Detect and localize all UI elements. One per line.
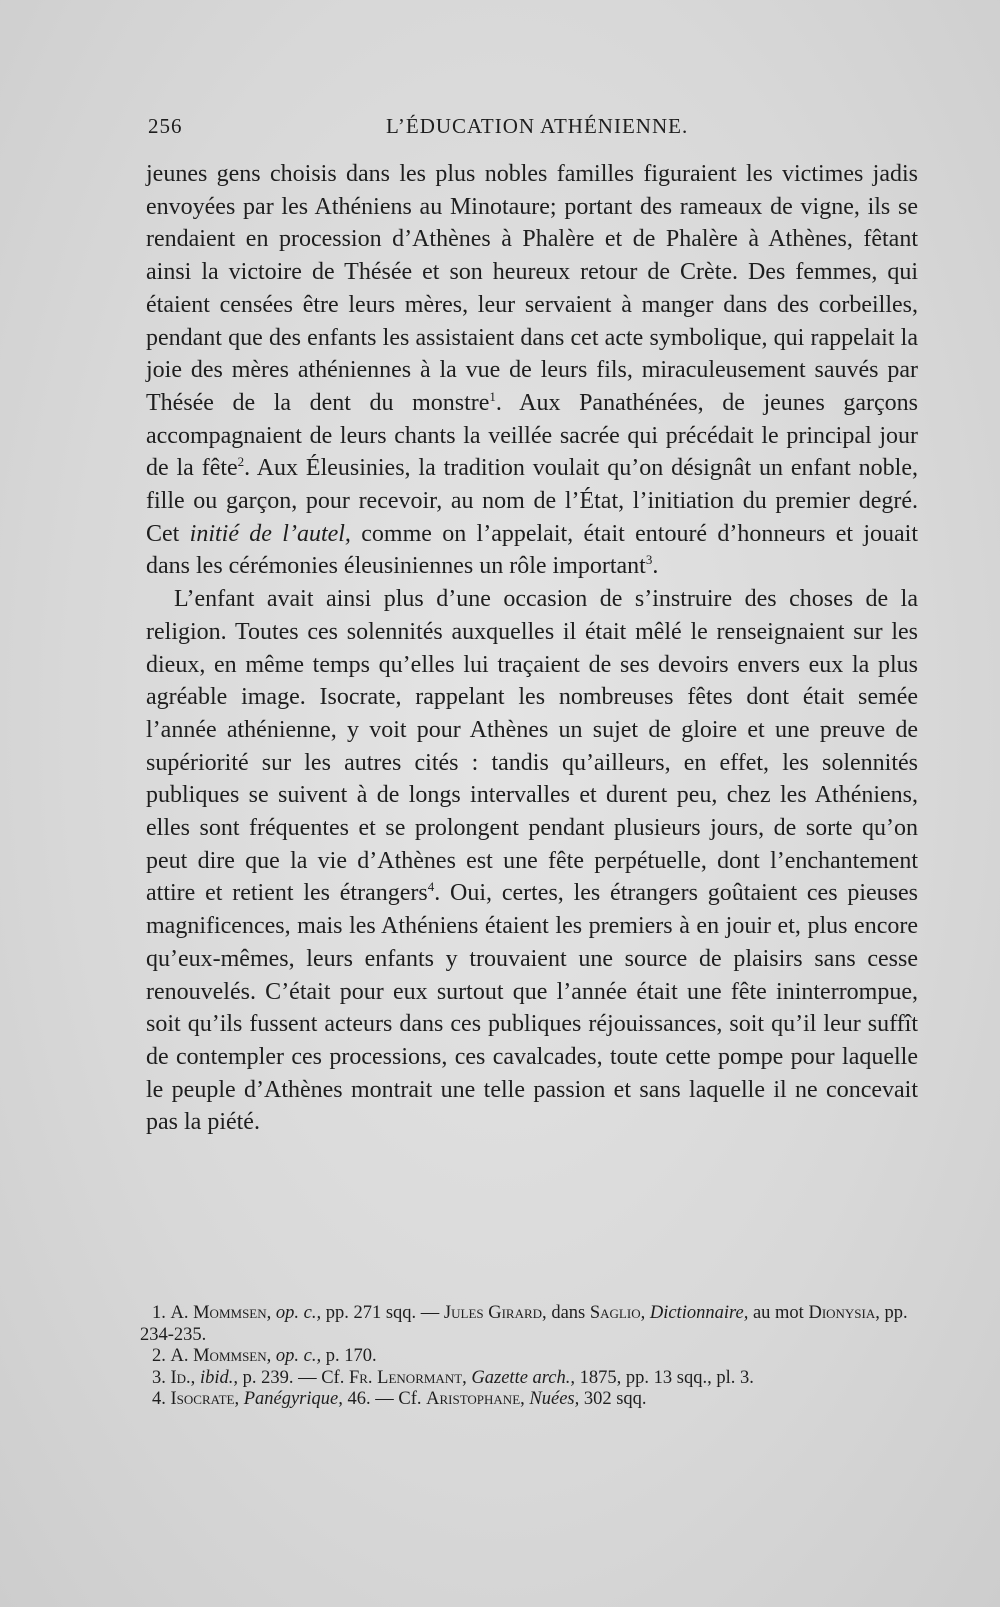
footnote-1-author-3: Saglio,: [589, 1303, 646, 1323]
footnote-1-word: Dionysia,: [808, 1303, 880, 1323]
paragraph-1: [146, 158, 918, 583]
italic-phrase: initié de l’autel,: [189, 520, 351, 547]
footnote-4-author-1: Isocrate,: [170, 1389, 240, 1409]
footnote-4-number: 4.: [152, 1389, 166, 1409]
paragraph-1-text-e: .: [652, 553, 659, 580]
footnote-3-author-1: Id.,: [170, 1367, 196, 1388]
footnote-3: [140, 1368, 920, 1390]
footnote-2-number: 2.: [152, 1346, 166, 1366]
footnote-2-ref-1: op. c.,: [275, 1346, 322, 1366]
paragraph-2: [146, 583, 918, 1139]
footnote-1: [140, 1303, 920, 1346]
paragraph-2-text-b: . Oui, certes, les étrangers goûtaient ces pieuses magnificences, mais les Athéniens étaient les premiers à en jouir et, plus encore qu’eux-mêmes, leurs enfants y trouvaient une source de plaisirs sans cesse renouvelés. C’était pour eux surtout que l’année était une fête ininterrompue, soit qu’ils fussent acteurs dans ces publiques réjouissances, soit qu’il leur suffît de contempler ces processions, ces cavalcades, toute cette pompe pour laquelle le peuple d’Athènes montrait une telle passion et sans laquelle il ne concevait pas la piété.: [146, 880, 919, 1136]
page-number: 256: [148, 114, 183, 138]
footnote-4: [140, 1389, 920, 1411]
footnote-ref-1: 1: [489, 388, 496, 404]
footnote-1-ref-1: op. c.,: [275, 1303, 322, 1323]
footnote-3-ref-1: ibid.,: [199, 1367, 238, 1388]
footnote-3-author-2: Fr. Lenormant,: [348, 1367, 467, 1388]
footnote-2-text-1: p. 170.: [325, 1346, 377, 1366]
footnotes: [140, 1303, 920, 1411]
footnote-1-author-1: A. Mommsen,: [170, 1303, 272, 1323]
paragraph-1-text-a: jeunes gens choisis dans les plus nobles familles figuraient les victimes jadis envoyées par les Athéniens au Minotaure; portant des rameaux de vigne, ils se rendaient en procession d’Athènes à Phalère et de Phalère à Athènes, fêtant ainsi la victoire de Thésée et son heureux retour de Crète. Des femmes, qui étaient censées être leurs mères, leur servaient à manger dans des corbeilles, pendant que des enfants les assistaient dans cet acte symbolique, qui rappelait la joie des mères athéniennes à la vue de leurs fils, miraculeusement sauvés par Thésée de la dent du monstre: [146, 161, 918, 416]
footnote-ref-4: 4: [427, 879, 435, 895]
footnote-1-text-1: pp. 271 sqq. —: [325, 1303, 440, 1323]
footnote-1-text-2: dans: [551, 1303, 586, 1323]
footnote-1-number: 1.: [152, 1303, 166, 1323]
footnote-4-author-2: Aristophane,: [426, 1389, 525, 1409]
paragraph-1-text-d: comme on l’appelait, était entouré d’honneurs et jouait dans les cérémonies éleusiniennes un rôle important: [146, 520, 919, 580]
running-title: L’ÉDUCATION ATHÉNIENNE.: [386, 114, 689, 138]
paragraph-1-text-c: . Aux Éleusinies, la tradition voulait qu’on désignât un enfant noble, fille ou garçon, pour recevoir, au nom de l’État, l’initiation du premier degré. Cet: [146, 455, 918, 547]
footnote-1-text-3: au mot: [752, 1303, 804, 1323]
footnote-ref-3: 3: [645, 552, 653, 568]
footnote-4-text-2: 302 sqq.: [583, 1389, 647, 1409]
paragraph-1-text-b: . Aux Panathénées, de jeunes garçons accompagnaient de leurs chants la veillée sacrée qui précédait le principal jour de la fête: [146, 389, 918, 482]
footnote-ref-2: 2: [237, 454, 245, 470]
footnote-3-text-1: p. 239. — Cf.: [242, 1367, 345, 1388]
paragraph-2-text-a: L’enfant avait ainsi plus d’une occasion de s’instruire des choses de la religion. Toutes ces solennités auxquelles il était mêlé le renseignaient sur les dieux, en même temps qu’elles lui traçaient de ses devoirs envers eux la plus agréable image. Isocrate, rappelant les nombreuses fêtes dont était semée l’année athénienne, y voit pour Athènes un sujet de gloire et une preuve de supériorité sur les autres cités : tandis qu’ailleurs, en effet, les solennités publiques se suivent à de longs intervalles et durent peu, chez les Athéniens, elles sont fréquentes et se prolongent pendant plusieurs jours, de sorte qu’on peut dire que la vie d’Athènes est une fête perpétuelle, dont l’enchantement attire et retient les étrangers: [146, 586, 918, 907]
footnote-2-author-1: A. Mommsen,: [170, 1346, 272, 1366]
footnote-3-number: 3.: [152, 1367, 166, 1388]
footnote-1-text-4: pp. 234-235.: [140, 1303, 908, 1345]
running-head: [148, 114, 916, 144]
footnote-4-ref-2: Nuées,: [529, 1389, 580, 1409]
footnote-1-ref-2: Dictionnaire,: [649, 1303, 749, 1323]
footnote-2: [140, 1346, 920, 1368]
footnote-4-text-1: 46. — Cf.: [347, 1389, 422, 1409]
footnote-3-ref-2: Gazette arch.,: [471, 1367, 576, 1388]
footnote-3-text-2: 1875, pp. 13 sqq., pl. 3.: [579, 1367, 754, 1388]
body-text: [146, 158, 918, 1139]
footnote-4-ref-1: Panégyrique,: [243, 1389, 343, 1409]
footnote-1-author-2: Jules Girard,: [443, 1303, 547, 1323]
